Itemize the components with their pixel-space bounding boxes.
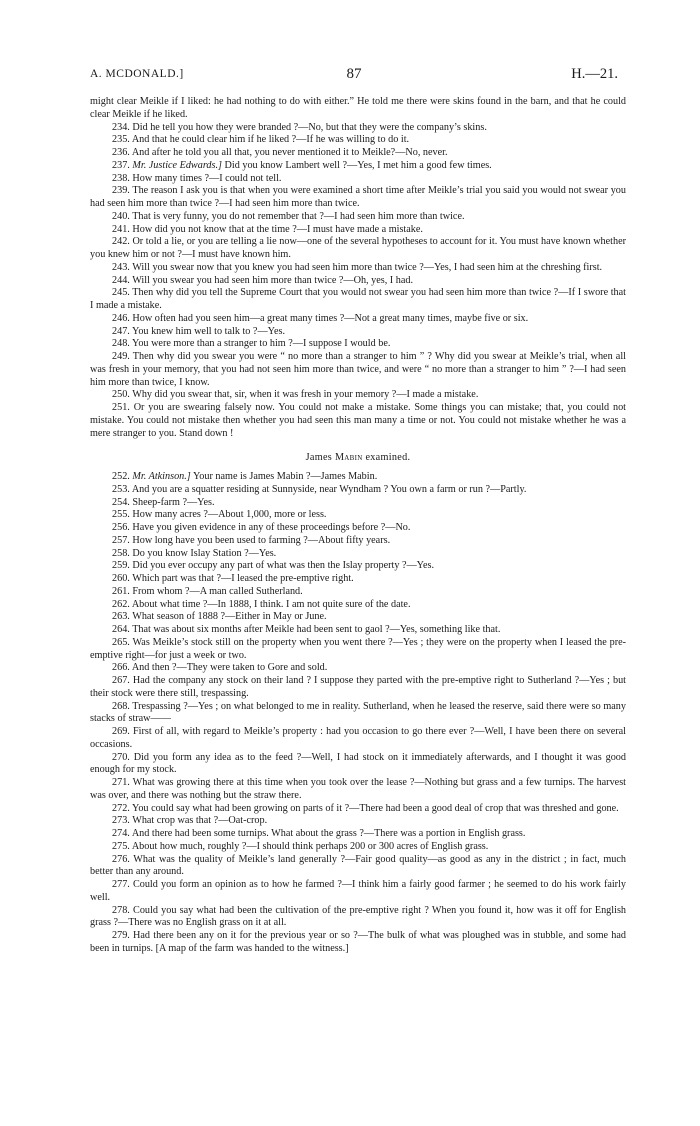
question-number: 240 <box>112 210 128 222</box>
testimony-section-1 <box>90 122 626 441</box>
question-text: How often had you seen him—a great many times ?—Not a great many times, maybe five or six. <box>132 312 529 324</box>
question-paragraph: 246. How often had you seen him—a great many times ?—Not a great many times, maybe five or six. <box>112 312 529 324</box>
question-number: 237 <box>112 159 128 171</box>
question-text: You could say what had been growing on parts of it ?—There had been a good deal of crop that was threshed and gone. <box>132 802 619 814</box>
question-number: 261 <box>112 585 128 597</box>
question-number: 271 <box>112 777 128 788</box>
question-number: 245 <box>112 287 128 299</box>
question-paragraph: 268. Trespassing ?—Yes ; on what belonged to me in reality. Sutherland, when he leased the reserve, said there were so many stacks of straw—— <box>90 700 626 725</box>
question-paragraph: 267. Had the company any stock on their land ? I suppose they parted with the pre-emptive right to Sutherland ?—Yes ; but their stock were there still, trespassing. <box>90 675 627 699</box>
question-number: 243 <box>112 261 128 273</box>
question-paragraph: 259. Did you ever occupy any part of what was then the Islay property ?—Yes. <box>112 560 435 572</box>
question-text: What was the quality of Meikle’s land generally ?—Fair good quality—as good as any in the district ; in fact, much better than any around. <box>90 853 626 878</box>
question-number: 264 <box>112 624 128 635</box>
intro-paragraph: might clear Meikle if I liked: he had nothing to do with either.” He told me there were skins found in the barn, and that he could clear Meikle if he liked. <box>90 96 626 120</box>
question-paragraph: 255. How many acres ?—About 1,000, more or less. <box>112 509 327 521</box>
question-text: You were more than a stranger to him ?—I suppose I would be. <box>132 338 391 350</box>
question-number: 269 <box>112 726 128 737</box>
question-number: 239 <box>112 185 128 197</box>
question-paragraph: 254. Sheep-farm ?—Yes. <box>112 496 215 508</box>
question-text: Could you form an opinion as to how he farmed ?—I think him a fairly good farmer ; he seemed to do his work fairly well. <box>90 879 627 903</box>
question-text: What season of 1888 ?—Either in May or June. <box>132 611 327 623</box>
question-paragraph: 263. What season of 1888 ?—Either in May or June. <box>112 611 327 623</box>
question-number: 249 <box>112 351 128 362</box>
question-paragraph: 237. Mr. Justice Edwards.] Did you know Lambert well ?—Yes, I met him a good few times. <box>112 159 492 171</box>
question-text: Then why did you swear you were “ no more than a stranger to him ” ? Why did you swear at Meikle’s trial, when all was fresh in your memory, that you had not seen him more than twice, and were “ no more than a stranger to him ” ?—I had seen him more than twice, I know. <box>90 351 626 388</box>
question-paragraph: 236. And after he told you all that, you never mentioned it to Meikle?—No, never. <box>112 147 448 158</box>
question-number: 265 <box>112 636 128 648</box>
question-text: How did you not know that at the time ?—I must have made a mistake. <box>132 223 423 235</box>
question-text: Which part was that ?—I leased the pre-emptive right. <box>132 573 354 584</box>
document-reference: H.—21. <box>571 66 618 82</box>
question-paragraph: 235. And that he could clear him if he liked ?—If he was willing to do it. <box>112 134 410 146</box>
question-number: 246 <box>112 312 128 324</box>
question-number: 253 <box>112 483 128 495</box>
question-paragraph: 251. Or you are swearing falsely now. You could not make a mistake. Some things you can mistake; that, you could not mistake. You could not mistake then whether you had seen this man many a time or not. You could not mistake whether he was a mere stranger to you. Stand down ! <box>90 402 626 439</box>
question-text: Will you swear now that you knew you had seen him more than twice ?—Yes, I had seen him at the chreshing first. <box>132 261 603 273</box>
question-number: 279 <box>112 930 128 941</box>
page-header <box>90 66 618 86</box>
question-paragraph: 243. Will you swear now that you knew you had seen him more than twice ?—Yes, I had seen him at the chreshing first. <box>112 261 603 273</box>
question-text: That is very funny, you do not remember that ?—I had seen him more than twice. <box>132 210 465 222</box>
question-number: 266 <box>112 662 128 674</box>
question-paragraph: 274. And there had been some turnips. What about the grass ?—There was a portion in English grass. <box>112 828 526 839</box>
question-paragraph: 276. What was the quality of Meikle’s land generally ?—Fair good quality—as good as any in the district ; in fact, much better than any around. <box>90 853 626 878</box>
question-text: You knew him well to talk to ?—Yes. <box>132 325 286 337</box>
witness-last-name: Mabin <box>334 452 363 464</box>
question-number: 259 <box>112 560 128 572</box>
question-text: Had there been any on it for the previous year or so ?—The bulk of what was ploughed was in stubble, and some had been in turnips. [A map of the farm was handed to the witness.] <box>90 930 626 954</box>
question-number: 247 <box>112 325 128 337</box>
question-paragraph: 257. How long have you been used to farming ?—About fifty years. <box>112 534 391 546</box>
question-number: 273 <box>112 815 128 827</box>
question-text: Have you given evidence in any of these proceedings before ?—No. <box>132 522 411 533</box>
question-text: What crop was that ?—Oat-crop. <box>132 815 268 827</box>
question-paragraph: 249. Then why did you swear you were “ no more than a stranger to him ” ? Why did you swear at Meikle’s trial, when all was fresh in your memory, that you had not seen him more than twice, and were “ no more than a stranger to him ” ?—I had seen him more than twice, I know. <box>90 351 626 388</box>
question-text: About how much, roughly ?—I should think perhaps 200 or 300 acres of English grass. <box>131 840 489 852</box>
question-number: 242 <box>112 236 128 248</box>
question-text: Trespassing ?—Yes ; on what belonged to me in reality. Sutherland, when he leased the reserve, said there were so many stacks of straw—— <box>90 700 626 725</box>
question-number: 263 <box>112 611 128 623</box>
question-paragraph: 278. Could you say what had been the cultivation of the pre-emptive right ? When you found it, how was it off for English grass ?—There was no English grass on it at all. <box>90 904 626 929</box>
question-paragraph: 271. What was growing there at this time when you took over the lease ?—Nothing but grass and a few turnips. The harvest was over, and there was nothing but the straw there. <box>90 777 626 801</box>
question-paragraph: 264. That was about six months after Meikle had been sent to gaol ?—Yes, something like that. <box>112 624 501 635</box>
question-paragraph: 262. About what time ?—In 1888, I think. I am not quite sure of the date. <box>112 598 411 610</box>
question-paragraph: 277. Could you form an opinion as to how he farmed ?—I think him a fairly good farmer ; he seemed to do his work fairly well. <box>90 879 627 903</box>
question-paragraph: 252. Mr. Atkinson.] Your name is James Mabin ?—James Mabin. <box>112 471 378 482</box>
question-number: 256 <box>112 522 128 533</box>
question-paragraph: 239. The reason I ask you is that when you were examined a short time after Meikle’s trial you said you would not swear you had seen him more than twice ?—I had seen him more than twice. <box>90 185 626 209</box>
question-text: Did you form any idea as to the feed ?—Well, I had stock on it immediately afterwards, and I thought it was good enough for my stock. <box>90 751 626 776</box>
question-number: 262 <box>112 598 128 610</box>
question-number: 255 <box>112 509 128 521</box>
question-number: 254 <box>112 496 128 508</box>
question-paragraph: 269. First of all, with regard to Meikle’s property : had you occasion to go there ever ?—Well, I have been there on several occasions. <box>90 726 626 750</box>
question-text: How many times ?—I could not tell. <box>132 172 282 184</box>
question-paragraph: 270. Did you form any idea as to the feed ?—Well, I had stock on it immediately afterwards, and I thought it was good enough for my stock. <box>90 751 626 776</box>
page-number: 87 <box>346 66 362 82</box>
question-number: 251 <box>112 402 128 413</box>
question-text: And then ?—They were taken to Gore and sold. <box>131 662 328 674</box>
question-text: And after he told you all that, you never mentioned it to Meikle?—No, never. <box>131 147 448 158</box>
question-number: 270 <box>112 751 128 763</box>
question-text: And that he could clear him if he liked ?—If he was willing to do it. <box>131 134 410 146</box>
question-number: 248 <box>112 338 128 350</box>
question-paragraph: 247. You knew him well to talk to ?—Yes. <box>112 325 286 337</box>
question-text: About what time ?—In 1888, I think. I am not quite sure of the date. <box>131 598 411 610</box>
question-number: 260 <box>112 573 128 584</box>
question-paragraph: 234. Did he tell you how they were branded ?—No, but that they were the company’s skins. <box>112 121 487 133</box>
question-text: And you are a squatter residing at Sunnyside, near Wyndham ? You own a farm or run ?—Partly. <box>131 483 527 495</box>
question-number: 268 <box>112 700 128 712</box>
question-text: Did you know Lambert well ?—Yes, I met him a good few times. <box>224 159 492 171</box>
question-number: 275 <box>112 840 128 852</box>
question-paragraph: 240. That is very funny, you do not remember that ?—I had seen him more than twice. <box>112 210 465 222</box>
question-number: 272 <box>112 802 128 814</box>
testimony-section-2 <box>90 471 626 956</box>
question-text: And there had been some turnips. What about the grass ?—There was a portion in English grass. <box>131 828 526 839</box>
witness-heading-suffix: examined. <box>365 452 411 464</box>
question-paragraph: 275. About how much, roughly ?—I should think perhaps 200 or 300 acres of English grass. <box>112 840 489 852</box>
question-text: Then why did you tell the Supreme Court that you would not swear you had seen him more than twice ?—If I swore that I made a mistake. <box>90 287 626 311</box>
question-paragraph: 245. Then why did you tell the Supreme Court that you would not swear you had seen him more than twice ?—If I swore that I made a mistake. <box>90 287 626 311</box>
question-number: 267 <box>112 675 128 686</box>
speaker-label: Mr. Atkinson.] <box>132 471 191 482</box>
question-text: How long have you been used to farming ?—About fifty years. <box>132 534 391 546</box>
question-text: Could you say what had been the cultivation of the pre-emptive right ? When you found it, how was it off for English grass ?—There was no English grass on it at all. <box>90 904 626 929</box>
question-number: 274 <box>112 828 128 839</box>
question-text: Will you swear you had seen him more than twice ?—Oh, yes, I had. <box>132 274 414 286</box>
question-paragraph: 279. Had there been any on it for the previous year or so ?—The bulk of what was ploughed was in stubble, and some had been in turnips. [A map of the farm was handed to the witness.] <box>90 930 626 954</box>
question-number: 257 <box>112 534 128 546</box>
question-text: That was about six months after Meikle had been sent to gaol ?—Yes, something like that. <box>132 624 501 635</box>
question-text: How many acres ?—About 1,000, more or less. <box>132 509 327 521</box>
question-text: What was growing there at this time when you took over the lease ?—Nothing but grass and a few turnips. The harvest was over, and there was nothing but the straw there. <box>90 777 626 801</box>
question-text: Do you know Islay Station ?—Yes. <box>132 547 277 559</box>
speaker-label: Mr. Justice Edwards.] <box>132 159 222 171</box>
question-number: 244 <box>112 274 128 286</box>
question-paragraph: 253. And you are a squatter residing at Sunnyside, near Wyndham ? You own a farm or run ?—Partly. <box>112 483 527 495</box>
witness-heading <box>90 452 626 465</box>
question-paragraph: 261. From whom ?—A man called Sutherland. <box>112 585 303 597</box>
question-number: 238 <box>112 172 128 184</box>
question-text: Your name is James Mabin ?—James Mabin. <box>192 471 378 482</box>
question-paragraph: 244. Will you swear you had seen him more than twice ?—Oh, yes, I had. <box>112 274 414 286</box>
question-text: Sheep-farm ?—Yes. <box>132 496 215 508</box>
question-paragraph: 273. What crop was that ?—Oat-crop. <box>112 815 268 827</box>
question-number: 235 <box>112 134 128 146</box>
question-paragraph: 258. Do you know Islay Station ?—Yes. <box>112 547 277 559</box>
question-number: 276 <box>112 853 128 865</box>
question-paragraph: 266. And then ?—They were taken to Gore and sold. <box>112 662 328 674</box>
witness-first-name: James <box>305 452 333 464</box>
question-text: From whom ?—A man called Sutherland. <box>132 585 303 597</box>
question-paragraph: 250. Why did you swear that, sir, when it was fresh in your memory ?—I made a mistake. <box>112 389 479 401</box>
question-text: Did you ever occupy any part of what was then the Islay property ?—Yes. <box>132 560 435 572</box>
question-number: 241 <box>112 223 128 235</box>
question-paragraph: 241. How did you not know that at the time ?—I must have made a mistake. <box>112 223 423 235</box>
page-body <box>90 96 626 956</box>
question-number: 236 <box>112 147 128 158</box>
question-number: 234 <box>112 121 128 133</box>
header-witness-name: A. MCDONALD.] <box>90 68 184 80</box>
question-text: Had the company any stock on their land ? I suppose they parted with the pre-emptive right to Sutherland ?—Yes ; but their stock were there still, trespassing. <box>90 675 627 699</box>
question-text: Did he tell you how they were branded ?—No, but that they were the company’s skins. <box>132 121 487 133</box>
question-text: Why did you swear that, sir, when it was fresh in your memory ?—I made a mistake. <box>132 389 479 401</box>
question-number: 277 <box>112 879 128 890</box>
question-text: The reason I ask you is that when you were examined a short time after Meikle’s trial you said you would not swear you had seen him more than twice ?—I had seen him more than twice. <box>90 185 626 209</box>
question-paragraph: 260. Which part was that ?—I leased the pre-emptive right. <box>112 573 354 584</box>
question-paragraph: 272. You could say what had been growing on parts of it ?—There had been a good deal of crop that was threshed and gone. <box>112 802 619 814</box>
question-paragraph: 256. Have you given evidence in any of these proceedings before ?—No. <box>112 522 411 533</box>
question-paragraph: 248. You were more than a stranger to him ?—I suppose I would be. <box>112 338 391 350</box>
question-number: 258 <box>112 547 128 559</box>
question-number: 278 <box>112 904 128 916</box>
question-text: Was Meikle’s stock still on the property when you went there ?—Yes ; they were on the property when I leased the pre-emptive right—for just a week or two. <box>90 636 626 661</box>
question-number: 250 <box>112 389 128 401</box>
question-text: Or told a lie, or you are telling a lie now—one of the several hypotheses to account for it. You must have known whether you knew him or not ?—I must have known him. <box>90 236 627 260</box>
question-paragraph: 242. Or told a lie, or you are telling a lie now—one of the several hypotheses to account for it. You must have known whether you knew him or not ?—I must have known him. <box>90 236 627 260</box>
question-paragraph: 265. Was Meikle’s stock still on the property when you went there ?—Yes ; they were on the property when I leased the pre-emptive right—for just a week or two. <box>90 636 626 661</box>
question-text: First of all, with regard to Meikle’s property : had you occasion to go there ever ?—Well, I have been there on several occasions. <box>90 726 626 750</box>
question-number: 252 <box>112 471 128 482</box>
question-text: Or you are swearing falsely now. You could not make a mistake. Some things you can mistake; that, you could not mistake. You could not mistake then whether you had seen this man many a time or not. You could not mistake whether he was a mere stranger to you. Stand down ! <box>90 402 626 439</box>
question-paragraph: 238. How many times ?—I could not tell. <box>112 172 282 184</box>
